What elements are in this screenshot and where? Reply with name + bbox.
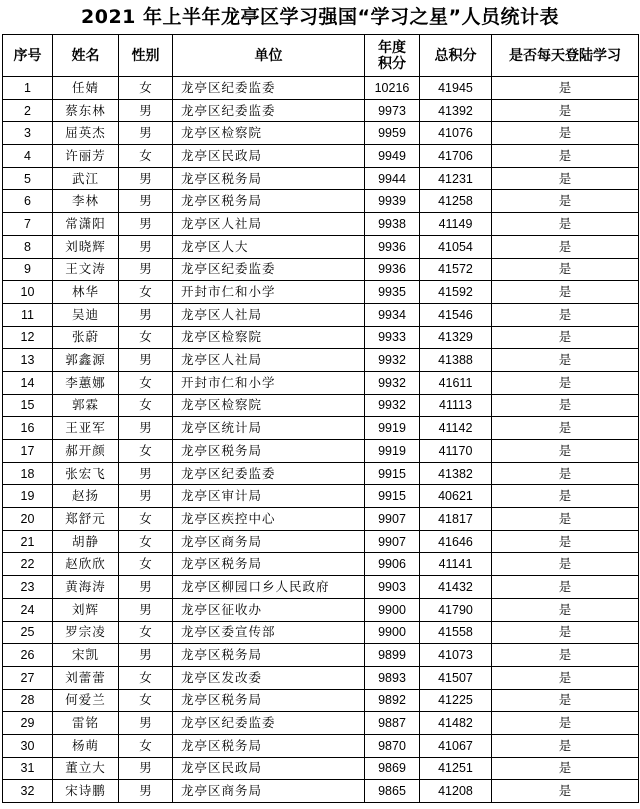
cell-gender: 男: [119, 462, 173, 485]
cell-annual-points: 9939: [365, 190, 420, 213]
header-seq: 序号: [3, 35, 53, 77]
cell-unit: 龙亭区检察院: [173, 394, 365, 417]
cell-unit: 龙亭区人社局: [173, 349, 365, 372]
cell-seq: 25: [3, 621, 53, 644]
table-row: [3, 258, 639, 281]
cell-annual-points: 9907: [365, 508, 420, 531]
table-row: [3, 644, 639, 667]
cell-name: 许丽芳: [53, 145, 119, 168]
cell-gender: 女: [119, 371, 173, 394]
cell-daily-login: 是: [492, 213, 639, 236]
cell-daily-login: 是: [492, 258, 639, 281]
cell-name: 张蔚: [53, 326, 119, 349]
cell-annual-points: 9938: [365, 213, 420, 236]
cell-seq: 28: [3, 689, 53, 712]
cell-total-points: 41706: [420, 145, 492, 168]
table-row: [3, 530, 639, 553]
cell-gender: 女: [119, 77, 173, 100]
cell-gender: 男: [119, 485, 173, 508]
table-row: [3, 371, 639, 394]
cell-annual-points: 9959: [365, 122, 420, 145]
cell-seq: 4: [3, 145, 53, 168]
table-row: [3, 303, 639, 326]
cell-unit: 龙亭区税务局: [173, 167, 365, 190]
cell-total-points: 41482: [420, 712, 492, 735]
cell-daily-login: 是: [492, 145, 639, 168]
cell-seq: 2: [3, 99, 53, 122]
table-row: [3, 712, 639, 735]
cell-seq: 8: [3, 235, 53, 258]
cell-total-points: 41558: [420, 621, 492, 644]
cell-daily-login: 是: [492, 303, 639, 326]
cell-daily-login: 是: [492, 553, 639, 576]
cell-unit: 开封市仁和小学: [173, 371, 365, 394]
cell-gender: 男: [119, 598, 173, 621]
table-row: [3, 349, 639, 372]
cell-daily-login: 是: [492, 190, 639, 213]
cell-name: 杨萌: [53, 734, 119, 757]
cell-total-points: 41208: [420, 780, 492, 803]
cell-total-points: 41392: [420, 99, 492, 122]
cell-seq: 23: [3, 576, 53, 599]
header-total-points: 总积分: [420, 35, 492, 77]
cell-annual-points: 9915: [365, 485, 420, 508]
cell-name: 董立大: [53, 757, 119, 780]
cell-name: 罗宗凌: [53, 621, 119, 644]
cell-total-points: 41258: [420, 190, 492, 213]
cell-unit: 龙亭区民政局: [173, 757, 365, 780]
cell-daily-login: 是: [492, 417, 639, 440]
cell-daily-login: 是: [492, 780, 639, 803]
cell-seq: 3: [3, 122, 53, 145]
table-row: [3, 213, 639, 236]
cell-daily-login: 是: [492, 349, 639, 372]
table-row: [3, 99, 639, 122]
cell-name: 郝开颜: [53, 440, 119, 463]
cell-annual-points: 10216: [365, 77, 420, 100]
table-row: [3, 77, 639, 100]
cell-unit: 龙亭区税务局: [173, 689, 365, 712]
cell-annual-points: 9893: [365, 666, 420, 689]
cell-daily-login: 是: [492, 462, 639, 485]
cell-annual-points: 9944: [365, 167, 420, 190]
cell-daily-login: 是: [492, 666, 639, 689]
cell-unit: 龙亭区民政局: [173, 145, 365, 168]
cell-gender: 男: [119, 349, 173, 372]
cell-unit: 龙亭区人社局: [173, 303, 365, 326]
table-row: [3, 666, 639, 689]
cell-annual-points: 9949: [365, 145, 420, 168]
cell-annual-points: 9915: [365, 462, 420, 485]
cell-daily-login: 是: [492, 122, 639, 145]
page-title: 2021 年上半年龙亭区学习强国“学习之星”人员统计表: [81, 6, 559, 28]
cell-total-points: 41073: [420, 644, 492, 667]
cell-name: 武江: [53, 167, 119, 190]
cell-total-points: 41251: [420, 757, 492, 780]
cell-total-points: 41054: [420, 235, 492, 258]
cell-seq: 13: [3, 349, 53, 372]
cell-total-points: 41817: [420, 508, 492, 531]
cell-unit: 龙亭区纪委监委: [173, 258, 365, 281]
table-row: [3, 281, 639, 304]
cell-daily-login: 是: [492, 235, 639, 258]
table-row: [3, 417, 639, 440]
cell-total-points: 41329: [420, 326, 492, 349]
cell-daily-login: 是: [492, 576, 639, 599]
cell-daily-login: 是: [492, 621, 639, 644]
cell-annual-points: 9869: [365, 757, 420, 780]
cell-gender: 男: [119, 417, 173, 440]
cell-gender: 男: [119, 122, 173, 145]
table-row: [3, 145, 639, 168]
cell-name: 宋诗鹏: [53, 780, 119, 803]
cell-annual-points: 9936: [365, 258, 420, 281]
cell-gender: 女: [119, 394, 173, 417]
header-annual-line1: 年度: [378, 39, 406, 56]
cell-annual-points: 9932: [365, 371, 420, 394]
header-unit: 单位: [173, 35, 365, 77]
cell-daily-login: 是: [492, 326, 639, 349]
cell-annual-points: 9903: [365, 576, 420, 599]
cell-unit: 龙亭区税务局: [173, 440, 365, 463]
cell-seq: 17: [3, 440, 53, 463]
table-row: [3, 190, 639, 213]
cell-seq: 9: [3, 258, 53, 281]
cell-annual-points: 9899: [365, 644, 420, 667]
cell-seq: 18: [3, 462, 53, 485]
cell-annual-points: 9936: [365, 235, 420, 258]
cell-daily-login: 是: [492, 508, 639, 531]
cell-unit: 龙亭区审计局: [173, 485, 365, 508]
cell-annual-points: 9892: [365, 689, 420, 712]
header-annual-line2: 积分: [378, 55, 406, 72]
cell-seq: 19: [3, 485, 53, 508]
cell-seq: 22: [3, 553, 53, 576]
cell-name: 何爱兰: [53, 689, 119, 712]
cell-total-points: 41225: [420, 689, 492, 712]
cell-daily-login: 是: [492, 77, 639, 100]
cell-gender: 男: [119, 167, 173, 190]
cell-total-points: 41432: [420, 576, 492, 599]
cell-gender: 男: [119, 712, 173, 735]
cell-unit: 龙亭区税务局: [173, 553, 365, 576]
cell-gender: 男: [119, 757, 173, 780]
cell-name: 吴迪: [53, 303, 119, 326]
cell-daily-login: 是: [492, 530, 639, 553]
cell-daily-login: 是: [492, 440, 639, 463]
header-name: 姓名: [53, 35, 119, 77]
cell-annual-points: 9932: [365, 349, 420, 372]
cell-name: 任婧: [53, 77, 119, 100]
cell-unit: 龙亭区税务局: [173, 734, 365, 757]
cell-total-points: 41076: [420, 122, 492, 145]
cell-name: 李林: [53, 190, 119, 213]
cell-unit: 龙亭区疾控中心: [173, 508, 365, 531]
cell-gender: 女: [119, 621, 173, 644]
cell-daily-login: 是: [492, 485, 639, 508]
cell-annual-points: 9919: [365, 440, 420, 463]
table-row: [3, 734, 639, 757]
cell-unit: 龙亭区征收办: [173, 598, 365, 621]
cell-gender: 女: [119, 666, 173, 689]
cell-gender: 女: [119, 553, 173, 576]
cell-total-points: 41572: [420, 258, 492, 281]
cell-name: 林华: [53, 281, 119, 304]
cell-total-points: 41592: [420, 281, 492, 304]
cell-seq: 1: [3, 77, 53, 100]
cell-unit: 龙亭区检察院: [173, 122, 365, 145]
table-row: [3, 689, 639, 712]
cell-unit: 龙亭区柳园口乡人民政府: [173, 576, 365, 599]
cell-unit: 龙亭区委宣传部: [173, 621, 365, 644]
cell-seq: 26: [3, 644, 53, 667]
cell-gender: 男: [119, 644, 173, 667]
cell-daily-login: 是: [492, 99, 639, 122]
cell-daily-login: 是: [492, 394, 639, 417]
cell-seq: 12: [3, 326, 53, 349]
header-annual-points: [365, 35, 420, 77]
cell-seq: 6: [3, 190, 53, 213]
cell-seq: 31: [3, 757, 53, 780]
cell-annual-points: 9900: [365, 621, 420, 644]
cell-unit: 龙亭区纪委监委: [173, 712, 365, 735]
cell-unit: 开封市仁和小学: [173, 281, 365, 304]
table-row: [3, 122, 639, 145]
table-row: [3, 598, 639, 621]
table-row: [3, 394, 639, 417]
table-row: [3, 508, 639, 531]
table-row: [3, 757, 639, 780]
cell-seq: 32: [3, 780, 53, 803]
cell-name: 赵欣欣: [53, 553, 119, 576]
cell-gender: 女: [119, 689, 173, 712]
cell-total-points: 40621: [420, 485, 492, 508]
cell-name: 黄海涛: [53, 576, 119, 599]
cell-total-points: 41646: [420, 530, 492, 553]
cell-seq: 16: [3, 417, 53, 440]
cell-unit: 龙亭区纪委监委: [173, 99, 365, 122]
cell-total-points: 41388: [420, 349, 492, 372]
cell-seq: 24: [3, 598, 53, 621]
cell-annual-points: 9934: [365, 303, 420, 326]
cell-seq: 29: [3, 712, 53, 735]
cell-name: 张宏飞: [53, 462, 119, 485]
cell-seq: 14: [3, 371, 53, 394]
cell-name: 刘辉: [53, 598, 119, 621]
cell-total-points: 41546: [420, 303, 492, 326]
cell-unit: 龙亭区发改委: [173, 666, 365, 689]
cell-gender: 女: [119, 145, 173, 168]
cell-total-points: 41945: [420, 77, 492, 100]
table-row: [3, 621, 639, 644]
cell-daily-login: 是: [492, 644, 639, 667]
cell-total-points: 41113: [420, 394, 492, 417]
cell-name: 雷铭: [53, 712, 119, 735]
cell-name: 胡静: [53, 530, 119, 553]
cell-name: 郭鑫源: [53, 349, 119, 372]
cell-unit: 龙亭区纪委监委: [173, 462, 365, 485]
cell-daily-login: 是: [492, 598, 639, 621]
cell-seq: 15: [3, 394, 53, 417]
cell-gender: 男: [119, 190, 173, 213]
cell-gender: 男: [119, 780, 173, 803]
cell-gender: 女: [119, 530, 173, 553]
cell-total-points: 41790: [420, 598, 492, 621]
cell-annual-points: 9973: [365, 99, 420, 122]
table-row: [3, 440, 639, 463]
cell-name: 王亚军: [53, 417, 119, 440]
cell-name: 刘蕾蕾: [53, 666, 119, 689]
cell-annual-points: 9906: [365, 553, 420, 576]
cell-seq: 10: [3, 281, 53, 304]
cell-name: 李蕙娜: [53, 371, 119, 394]
cell-unit: 龙亭区税务局: [173, 644, 365, 667]
table-row: [3, 553, 639, 576]
cell-total-points: 41067: [420, 734, 492, 757]
cell-unit: 龙亭区检察院: [173, 326, 365, 349]
cell-total-points: 41507: [420, 666, 492, 689]
cell-gender: 男: [119, 576, 173, 599]
cell-unit: 龙亭区商务局: [173, 530, 365, 553]
cell-name: 蔡东林: [53, 99, 119, 122]
cell-annual-points: 9932: [365, 394, 420, 417]
cell-gender: 男: [119, 99, 173, 122]
table-row: [3, 326, 639, 349]
cell-unit: 龙亭区税务局: [173, 190, 365, 213]
table-body: [3, 77, 639, 803]
cell-daily-login: 是: [492, 689, 639, 712]
cell-annual-points: 9900: [365, 598, 420, 621]
cell-total-points: 41149: [420, 213, 492, 236]
cell-unit: 龙亭区人社局: [173, 213, 365, 236]
cell-daily-login: 是: [492, 712, 639, 735]
header-row: [3, 35, 639, 77]
cell-total-points: 41231: [420, 167, 492, 190]
cell-name: 郑舒元: [53, 508, 119, 531]
cell-total-points: 41142: [420, 417, 492, 440]
cell-annual-points: 9933: [365, 326, 420, 349]
cell-gender: 男: [119, 235, 173, 258]
cell-gender: 女: [119, 281, 173, 304]
cell-name: 宋凯: [53, 644, 119, 667]
cell-total-points: 41382: [420, 462, 492, 485]
table-row: [3, 780, 639, 803]
table-row: [3, 462, 639, 485]
cell-unit: 龙亭区统计局: [173, 417, 365, 440]
cell-annual-points: 9865: [365, 780, 420, 803]
cell-gender: 女: [119, 508, 173, 531]
header-gender: 性别: [119, 35, 173, 77]
cell-gender: 男: [119, 213, 173, 236]
cell-gender: 女: [119, 440, 173, 463]
table-row: [3, 576, 639, 599]
cell-total-points: 41611: [420, 371, 492, 394]
cell-annual-points: 9887: [365, 712, 420, 735]
cell-name: 常潇阳: [53, 213, 119, 236]
statistics-table: [2, 34, 639, 803]
cell-gender: 女: [119, 734, 173, 757]
cell-unit: 龙亭区纪委监委: [173, 77, 365, 100]
cell-annual-points: 9935: [365, 281, 420, 304]
cell-annual-points: 9919: [365, 417, 420, 440]
cell-seq: 30: [3, 734, 53, 757]
cell-annual-points: 9907: [365, 530, 420, 553]
cell-daily-login: 是: [492, 757, 639, 780]
cell-unit: 龙亭区人大: [173, 235, 365, 258]
cell-seq: 5: [3, 167, 53, 190]
header-daily-login: 是否每天登陆学习: [492, 35, 639, 77]
cell-name: 刘晓辉: [53, 235, 119, 258]
table-row: [3, 167, 639, 190]
cell-gender: 男: [119, 258, 173, 281]
cell-name: 屈英杰: [53, 122, 119, 145]
cell-seq: 27: [3, 666, 53, 689]
cell-daily-login: 是: [492, 167, 639, 190]
cell-seq: 20: [3, 508, 53, 531]
cell-name: 王文涛: [53, 258, 119, 281]
cell-seq: 21: [3, 530, 53, 553]
cell-name: 赵扬: [53, 485, 119, 508]
cell-seq: 7: [3, 213, 53, 236]
cell-total-points: 41170: [420, 440, 492, 463]
table-row: [3, 485, 639, 508]
cell-name: 郭霖: [53, 394, 119, 417]
cell-gender: 女: [119, 326, 173, 349]
cell-seq: 11: [3, 303, 53, 326]
cell-gender: 男: [119, 303, 173, 326]
cell-unit: 龙亭区商务局: [173, 780, 365, 803]
cell-annual-points: 9870: [365, 734, 420, 757]
table-row: [3, 235, 639, 258]
cell-total-points: 41141: [420, 553, 492, 576]
cell-daily-login: 是: [492, 281, 639, 304]
cell-daily-login: 是: [492, 734, 639, 757]
cell-daily-login: 是: [492, 371, 639, 394]
